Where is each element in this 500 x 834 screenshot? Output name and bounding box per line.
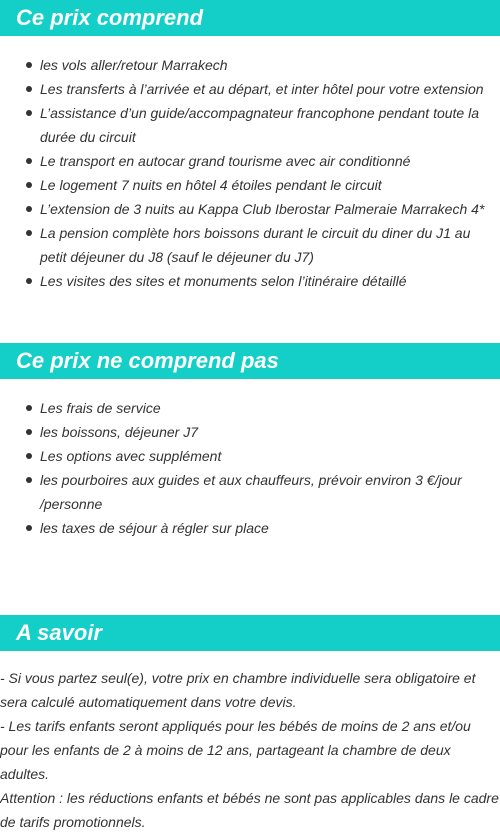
bullet-icon <box>26 453 32 459</box>
list-item-text: Les visites des sites et monuments selon l’itinéraire détaillé <box>40 273 407 289</box>
bullet-icon <box>26 525 32 531</box>
list-item <box>0 420 500 444</box>
to-know-paragraph: - Les tarifs enfants seront appliqués pour les bébés de moins de 2 ans et/ou pour les enfants de 2 à moins de 12 ans, partageant la chambre de deux adultes. <box>0 718 471 782</box>
list-item <box>0 269 500 293</box>
included-list <box>0 53 500 293</box>
bullet-icon <box>26 110 32 116</box>
list-item-text: L’assistance d’un guide/accompagnateur francophone pendant toute la durée du circuit <box>40 105 479 145</box>
list-item <box>0 53 500 77</box>
not-included-list <box>0 396 500 540</box>
list-item <box>0 221 500 269</box>
bullet-icon <box>26 62 32 68</box>
list-item <box>0 444 500 468</box>
list-item-text: les pourboires aux guides et aux chauffeurs, prévoir environ 3 €/jour /personne <box>40 472 462 512</box>
list-item-text: Les options avec supplément <box>40 448 222 464</box>
bullet-icon <box>26 405 32 411</box>
list-item <box>0 516 500 540</box>
bullet-icon <box>26 429 32 435</box>
bullet-icon <box>26 477 32 483</box>
to-know-text <box>0 666 500 834</box>
bullet-icon <box>26 206 32 212</box>
list-item-text: L’extension de 3 nuits au Kappa Club Iberostar Palmeraie Marrakech 4* <box>40 201 485 217</box>
list-item <box>0 396 500 420</box>
section-header-included: Ce prix comprend <box>0 0 500 36</box>
list-item-text: les taxes de séjour à régler sur place <box>40 520 269 536</box>
bullet-icon <box>26 182 32 188</box>
list-item <box>0 77 500 101</box>
list-item-text: La pension complète hors boissons durant le circuit du diner du J1 au petit déjeuner du J8 (sauf le déjeuner du J7) <box>40 225 471 265</box>
bullet-icon <box>26 278 32 284</box>
list-item-text: les vols aller/retour Marrakech <box>40 57 228 73</box>
list-item-text: Le transport en autocar grand tourisme avec air conditionné <box>40 153 411 169</box>
list-item <box>0 101 500 149</box>
bullet-icon <box>26 158 32 164</box>
list-item <box>0 173 500 197</box>
list-item <box>0 468 500 516</box>
section-header-not-included: Ce prix ne comprend pas <box>0 343 500 379</box>
bullet-icon <box>26 230 32 236</box>
list-item-text: Les transferts à l’arrivée et au départ, et inter hôtel pour votre extension <box>40 81 484 97</box>
list-item <box>0 149 500 173</box>
to-know-paragraph: Attention : les réductions enfants et bébés ne sont pas applicables dans le cadre de tarifs promotionnels. <box>0 790 499 830</box>
bullet-icon <box>26 86 32 92</box>
list-item-text: les boissons, déjeuner J7 <box>40 424 198 440</box>
list-item-text: Le logement 7 nuits en hôtel 4 étoiles pendant le circuit <box>40 177 382 193</box>
list-item-text: Les frais de service <box>40 400 161 416</box>
list-item <box>0 197 500 221</box>
to-know-paragraph: - Si vous partez seul(e), votre prix en chambre individuelle sera obligatoire et sera calculé automatiquement dans votre devis. <box>0 670 476 710</box>
section-header-to-know: A savoir <box>0 615 500 651</box>
